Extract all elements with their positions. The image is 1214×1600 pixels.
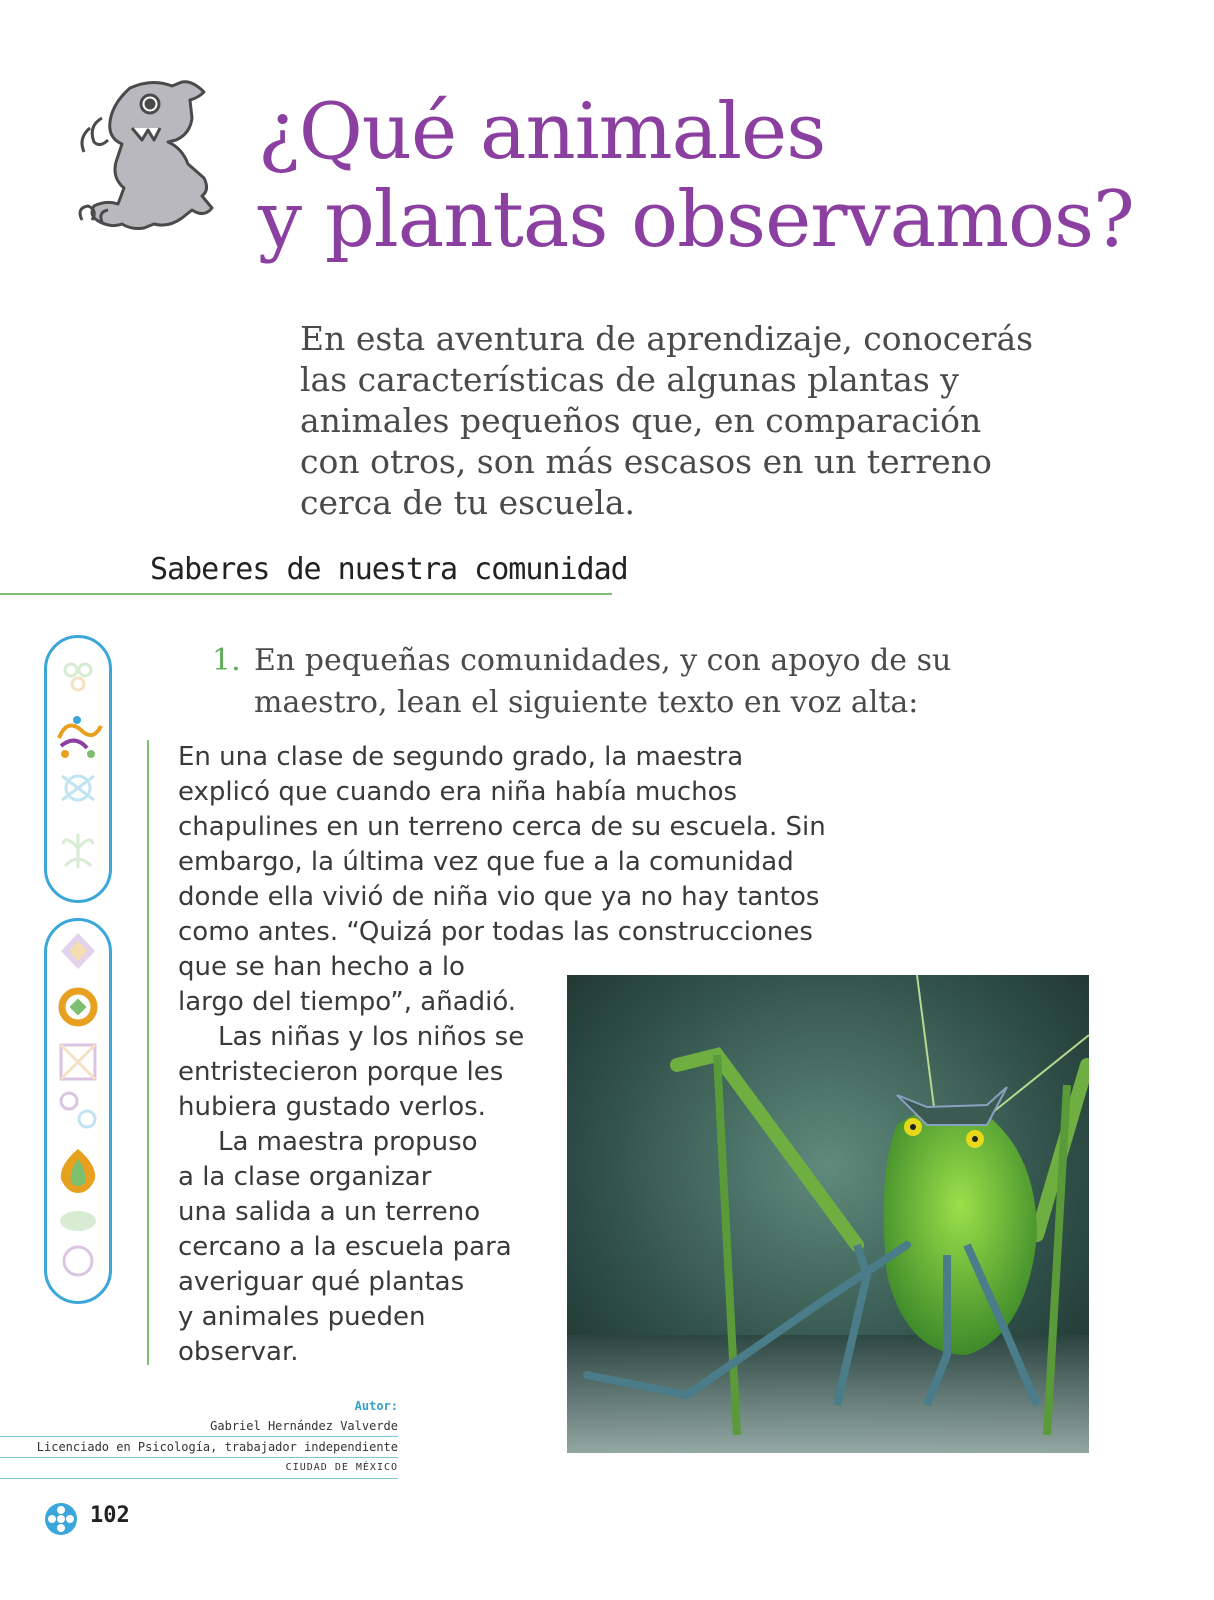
- title-line-1: ¿Qué animales: [258, 87, 826, 177]
- story-line: explicó que cuando era niña había muchos: [178, 777, 738, 807]
- faded-bowl-icon: [60, 1211, 96, 1231]
- title-line-2: y plantas observamos?: [258, 175, 1134, 265]
- community-icon: [59, 716, 101, 758]
- faded-plant-icon: [63, 834, 93, 868]
- flower-badge-icon: [44, 1502, 78, 1540]
- story-line: y animales pueden: [178, 1302, 426, 1332]
- activity-line: En pequeñas comunidades, y con apoyo de su: [254, 643, 952, 678]
- story-line: largo del tiempo”, añadió.: [178, 987, 517, 1017]
- story-line: que se han hecho a lo: [178, 952, 465, 982]
- story-line: observar.: [178, 1337, 299, 1367]
- story-text-top: [178, 740, 826, 950]
- faded-flower-icon: [65, 664, 91, 690]
- story-line: cercano a la escuela para: [178, 1232, 512, 1262]
- leaf-fire-icon: [61, 1149, 95, 1193]
- intro-line: animales pequeños que, en comparación: [300, 401, 982, 440]
- story-line: averiguar qué plantas: [178, 1267, 465, 1297]
- intro-line: cerca de tu escuela.: [300, 483, 636, 522]
- intro-line: con otros, son más escasos en un terreno: [300, 442, 992, 481]
- intro-line: las características de algunas plantas y: [300, 360, 959, 399]
- methods-icon-column: [44, 635, 112, 903]
- author-label: Autor:: [354, 1399, 398, 1413]
- topics-icon-column: [44, 918, 112, 1304]
- activity-number: 1.: [212, 643, 241, 678]
- faded-circle-knot-icon: [62, 776, 94, 800]
- page-title: [258, 88, 1158, 264]
- faded-link-icon: [61, 1093, 95, 1127]
- page-number: 102: [90, 1503, 130, 1528]
- intro-paragraph: [300, 318, 1060, 523]
- faded-square-icon: [61, 1045, 95, 1079]
- author-role: Licenciado en Psicología, trabajador independiente: [0, 1437, 398, 1458]
- activity-line: maestro, lean el siguiente texto en voz alta:: [254, 685, 919, 720]
- story-line: donde ella vivió de niña vio que ya no hay tantos: [178, 882, 820, 912]
- intro-line: En esta aventura de aprendizaje, conocerás: [300, 319, 1034, 358]
- quote-bar: [147, 740, 149, 1365]
- section-heading: Saberes de nuestra comunidad: [150, 552, 628, 587]
- cycle-icon: [62, 991, 94, 1023]
- activity-instruction: [212, 640, 992, 724]
- author-credit: [0, 1396, 398, 1479]
- section-divider: [0, 593, 612, 595]
- story-line: hubiera gustado verlos.: [178, 1092, 486, 1122]
- story-text-left: [178, 950, 524, 1370]
- story-line: a la clase organizar: [178, 1162, 432, 1192]
- story-line: Las niñas y los niños se: [218, 1022, 525, 1052]
- grasshopper-photo: [567, 975, 1089, 1453]
- author-name: Gabriel Hernández Valverde: [0, 1416, 398, 1437]
- story-line: chapulines en un terreno cerca de su escuela. Sin: [178, 812, 826, 842]
- faded-ring-icon: [64, 1247, 92, 1275]
- story-line: La maestra propuso: [218, 1127, 478, 1157]
- story-line: una salida a un terreno: [178, 1197, 481, 1227]
- jaguar-glyph-icon: [72, 78, 222, 242]
- story-line: como antes. “Quizá por todas las construcciones: [178, 917, 813, 947]
- story-line: En una clase de segundo grado, la maestra: [178, 742, 744, 772]
- author-city: CIUDAD DE MÉXICO: [0, 1458, 398, 1479]
- story-line: entristecieron porque les: [178, 1057, 504, 1087]
- story-line: embargo, la última vez que fue a la comunidad: [178, 847, 794, 877]
- faded-star-icon: [61, 933, 95, 969]
